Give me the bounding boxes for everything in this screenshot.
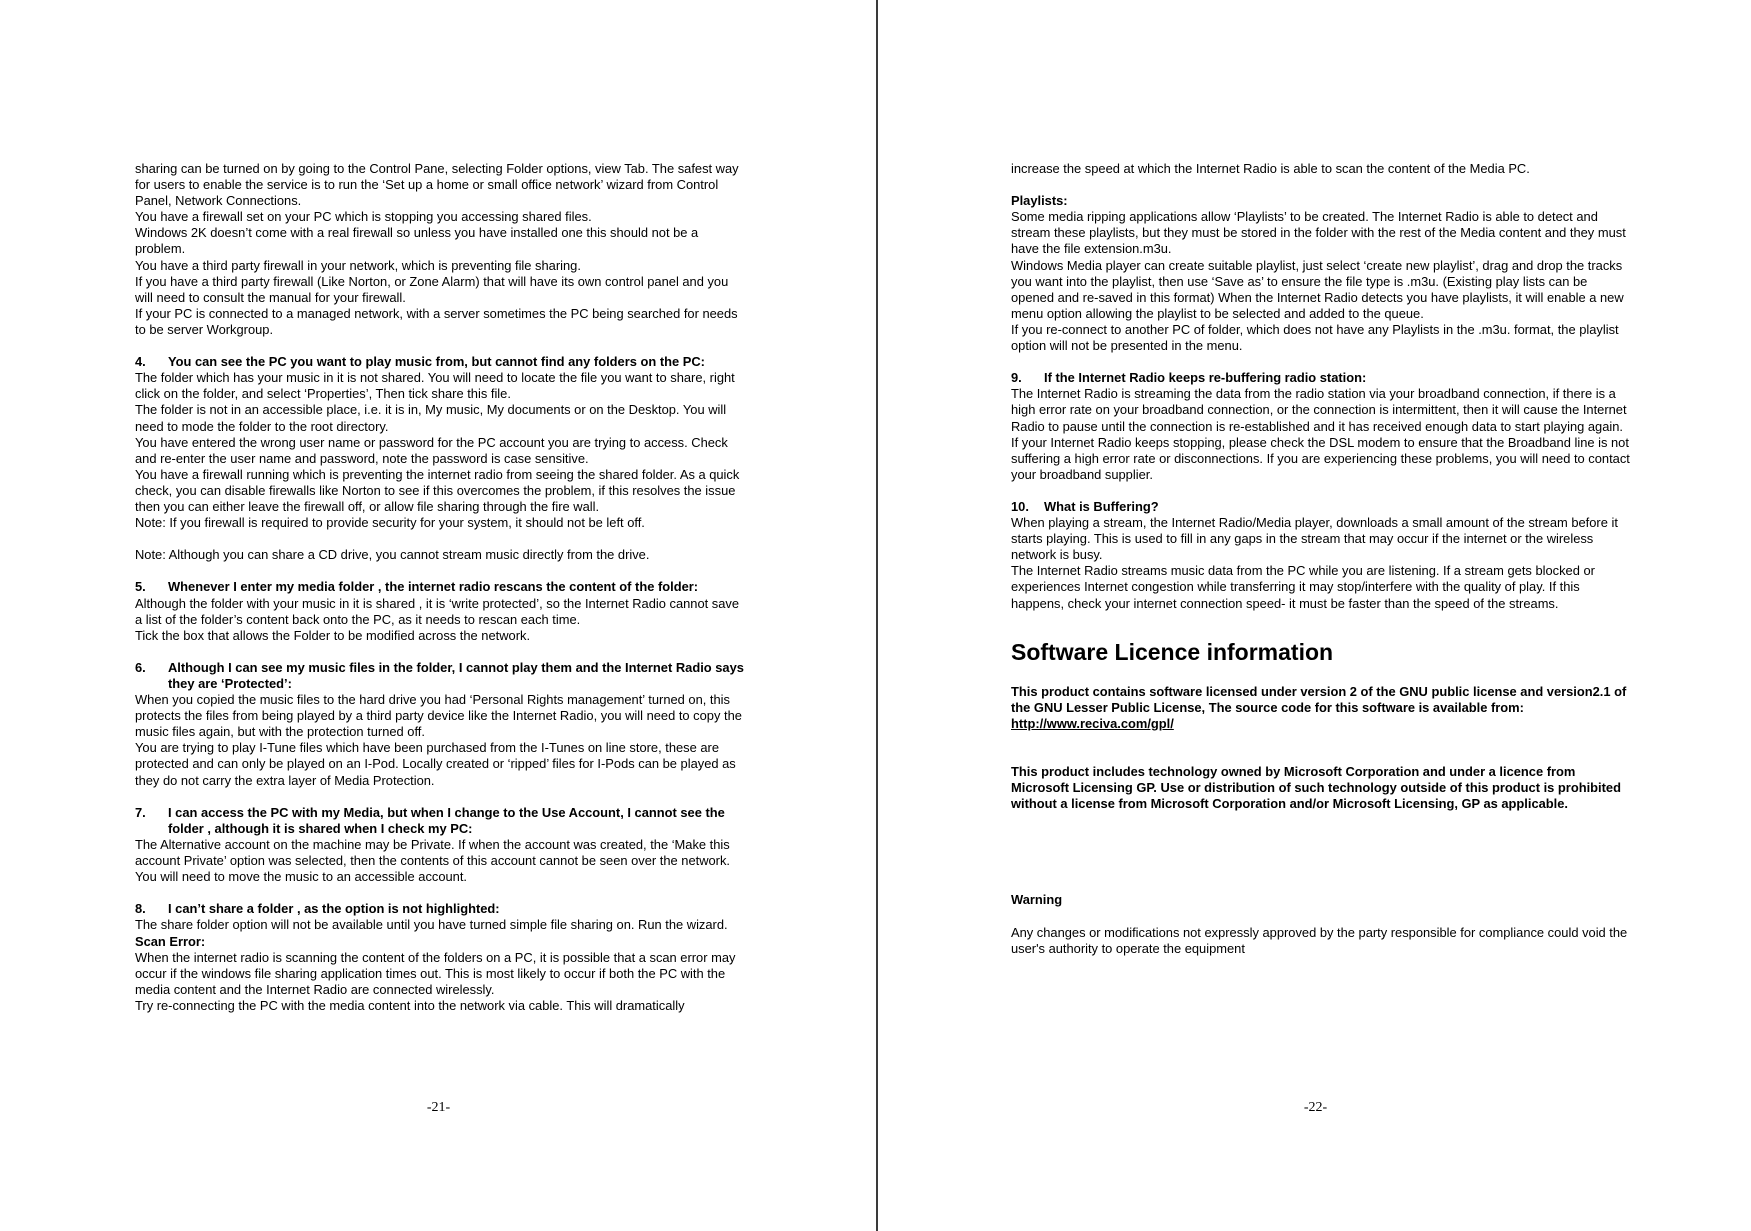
section-9-heading [1011, 370, 1631, 386]
section-9-paragraph: If your Internet Radio keeps stopping, please check the DSL modem to ensure that the Broadband line is not suffering a high error rate or disconnections. If you are experiencing these problems, you will need to contact your broadband supplier. [1011, 434, 1630, 482]
section-title: If the Internet Radio keeps re-buffering radio station: [1044, 370, 1367, 386]
section-number: 9. [1011, 370, 1022, 386]
intro-paragraph: You have a firewall set on your PC which is stopping you accessing shared files. [135, 209, 592, 225]
scan-error-paragraph: When the internet radio is scanning the content of the folders on a PC, it is possible that a scan error may occur if the windows file sharing application times out. This is most likely to occur if both the PC with the media content and the Internet Radio are connected wirelessly. [135, 949, 736, 997]
section-title: You can see the PC you want to play music from, but cannot find any folders on the PC: [168, 354, 705, 370]
section-5-paragraph: Tick the box that allows the Folder to be modified across the network. [135, 627, 531, 643]
section-10-heading [1011, 499, 1631, 515]
section-number: 6. [135, 659, 146, 675]
microsoft-licence-text: This product includes technology owned by Microsoft Corporation and under a licence from Microsoft Licensing GP. Use or distribution of such technology outside of this product is prohibited without a license from Microsoft Corporation and/or Microsoft Licensing, GP as applicable. [1011, 764, 1621, 812]
intro-paragraph: Windows 2K doesn’t come with a real firewall so unless you have installed one this should not be a problem. [135, 225, 699, 257]
intro-paragraph: If you have a third party firewall (Like Norton, or Zone Alarm) that will have its own control panel and you will need to consult the manual for your firewall. [135, 273, 729, 305]
section-8-heading [135, 901, 745, 917]
section-4-heading [135, 354, 745, 370]
page-number: -21- [426, 1100, 451, 1115]
section-number: 10. [1011, 498, 1029, 514]
continued-paragraph: increase the speed at which the Internet Radio is able to scan the content of the Media PC. [1011, 161, 1530, 176]
scan-error-paragraph: Try re-connecting the PC with the media content into the network via cable. This will dramatically [135, 997, 685, 1013]
section-5-heading [135, 579, 745, 595]
section-4-paragraph: You have entered the wrong user name or password for the PC account you are trying to access. Check and re-enter the user name and password, note the password is case sensitive. [135, 434, 728, 466]
section-number: 5. [135, 579, 146, 595]
playlists-paragraph: If you re-connect to another PC of folder, which does not have any Playlists in the .m3u. format, the playlist option will not be presented in the menu. [1011, 321, 1619, 354]
section-title: I can’t share a folder , as the option is not highlighted: [168, 901, 500, 917]
page-22 [880, 0, 1751, 1231]
section-4-note: Note: Although you can share a CD drive, you cannot stream music directly from the drive. [135, 547, 650, 563]
section-title: I can access the PC with my Media, but when I change to the Use Account, I cannot see the folder , although it is shared when I check my PC: [168, 804, 725, 836]
section-8-paragraph: The share folder option will not be available until you have turned simple file sharing on. Run the wizard. [135, 917, 728, 933]
playlists-paragraph: Windows Media player can create suitable playlist, just select ‘create new playlist’, drag and drop the tracks you want into the playlist, then use ‘Save as’ to ensure the file type is .m3u. (Existing play lists can be opened and re-saved in this format) When the Internet Radio detects you have playlists, it will enable a new menu option allowing the playlist to be selected and added to the queue. [1011, 257, 1624, 321]
section-number: 4. [135, 354, 146, 370]
page-number: -22- [1303, 1100, 1328, 1115]
section-4-paragraph: The folder is not in an accessible place, i.e. it is in, My music, My documents or on the Desktop. You will need to mode the folder to the root directory. [135, 402, 727, 434]
section-title: Although I can see my music files in the folder, I cannot play them and the Internet Radio says they are ‘Protected’: [168, 659, 744, 691]
section-6-paragraph: You are trying to play I-Tune files which have been purchased from the I-Tunes on line store, these are protected and can only be played on an I-Pod. Locally created or ‘ripped’ files for I-Pods can be played as they do not carry the extra layer of Media Protection. [135, 740, 736, 788]
software-licence-title: Software Licence information [1011, 638, 1334, 665]
intro-paragraph: You have a third party firewall in your network, which is preventing file sharing. [135, 257, 581, 273]
section-10-paragraph: The Internet Radio streams music data from the PC while you are listening. If a stream gets blocked or experiences Internet congestion while transferring it may stop/interfere with the quality of play. If this happens, check your internet connection speed- it must be faster than the speed of the streams. [1011, 563, 1595, 611]
section-4-paragraph: The folder which has your music in it is not shared. You will need to locate the file you want to share, right click on the folder, and select ‘Properties’, Then tick share this file. [135, 370, 735, 402]
section-number: 7. [135, 804, 146, 820]
section-10-paragraph: When playing a stream, the Internet Radio/Media player, downloads a small amount of the stream before it starts playing. This is used to fill in any gaps in the stream that may occur if the internet or the wireless network is busy. [1011, 515, 1618, 563]
section-5-paragraph: Although the folder with your music in it is shared , it is ‘write protected’, so the Internet Radio cannot save a list of the folder’s content back onto the PC, as it needs to rescan each time. [135, 595, 740, 627]
page-divider [876, 0, 878, 1231]
intro-paragraph: sharing can be turned on by going to the Control Pane, selecting Folder options, view Tab. The safest way for users to enable the service is to run the ‘Set up a home or small office network’ wizard from Control Panel, Network Connections. [135, 161, 739, 209]
section-title: What is Buffering? [1044, 498, 1159, 514]
section-title: Whenever I enter my media folder , the internet radio rescans the content of the folder: [168, 579, 699, 595]
section-7-paragraph: The Alternative account on the machine may be Private. If when the account was created, the ‘Make this account Private’ option was selected, then the contents of this account cannot be seen over the network. You will need to move the music to an accessible account. [135, 836, 731, 885]
gpl-source-link[interactable]: http://www.reciva.com/gpl/ [1011, 715, 1174, 731]
section-9-paragraph: The Internet Radio is streaming the data from the radio station via your broadband connection, if there is a high error rate on your broadband connection, or the connection is intermittent, then it will cause the Internet Radio to pause until the connection is re-established and it has received enough data to start playing again. [1011, 386, 1627, 434]
playlists-heading: Playlists: [1011, 193, 1068, 209]
section-number: 8. [135, 901, 146, 917]
section-4-paragraph: You have a firewall running which is preventing the internet radio from seeing the shared folder. As a quick check, you can disable firewalls like Norton to see if this overcomes the problem, if this resolves the issue then you can either leave the firewall off, or allow file sharing through the fire wall. [135, 466, 740, 514]
playlists-paragraph: Some media ripping applications allow ‘Playlists’ to be created. The Internet Radio is able to detect and stream these playlists, but they must be stored in the folder with the rest of the Media content and they must have the file extension.m3u. [1011, 209, 1626, 257]
warning-heading: Warning [1011, 892, 1063, 908]
warning-text: Any changes or modifications not expressly approved by the party responsible for compliance could void the user's authority to operate the equipment [1011, 924, 1628, 956]
gnu-licence-text: This product contains software licensed under version 2 of the GNU public license and version2.1 of the GNU Lesser Public License, The source code for this software is available from: [1011, 683, 1627, 715]
section-6-paragraph: When you copied the music files to the hard drive you had ‘Personal Rights management’ turned on, this protects the files from being played by a third party device like the Internet Radio, you will need to copy the music files again, but with the protection turned off. [135, 692, 742, 740]
section-4-paragraph: Note: If you firewall is required to provide security for your system, it should not be left off. [135, 515, 645, 531]
section-6-heading [135, 660, 745, 692]
intro-paragraph: If your PC is connected to a managed network, with a server sometimes the PC being searched for needs to be server Workgroup. [135, 305, 738, 337]
right-column [1011, 161, 1631, 957]
left-column [135, 161, 745, 1014]
scan-error-heading: Scan Error: [135, 933, 206, 949]
section-7-heading [135, 805, 745, 837]
